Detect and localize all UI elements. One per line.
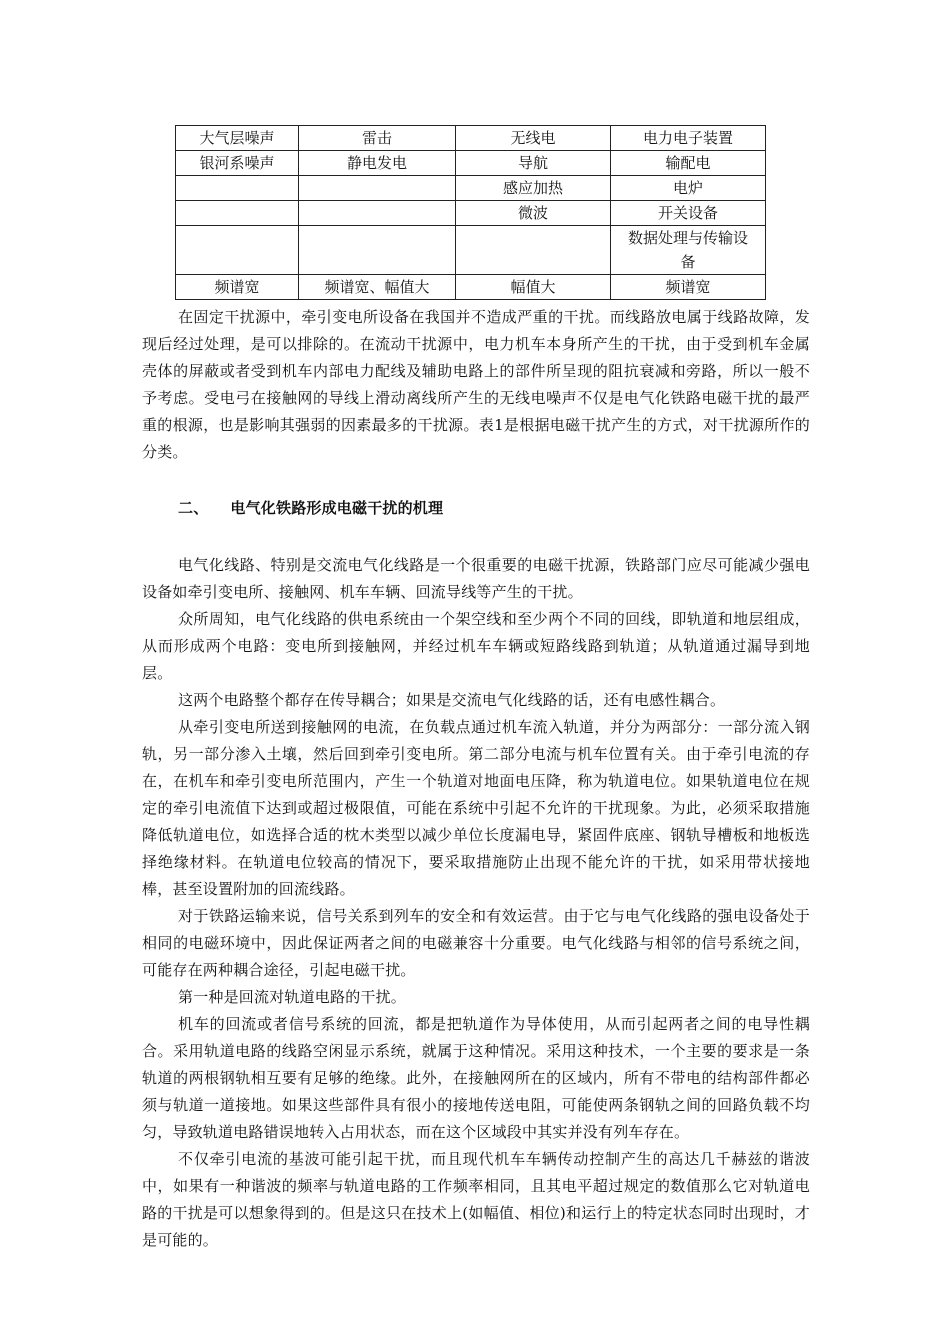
table-cell: 无线电	[456, 126, 611, 151]
table-cell: 银河系噪声	[176, 151, 299, 176]
section-number: 二、	[178, 499, 209, 517]
table-cell: 感应加热	[456, 176, 611, 201]
table-cell	[176, 201, 299, 226]
paragraph: 从牵引变电所送到接触网的电流，在负载点通过机车流入轨道，并分为两部分：一部分流入钢轨，另一部分渗入土壤，然后回到牵引变电所。第二部分电流与机车位置有关。由于牵引电流的存在，在机车和牵引变电所范围内，产生一个轨道对地面电压降，称为轨道电位。如果轨道电位在规定的牵引电流值下达到或超过极限值，可能在系统中引起不允许的干扰现象。为此，必须采取措施降低轨道电位，如选择合适的枕木类型以减少单位长度漏电导，紧固件底座、钢轨导槽板和地板选择绝缘材料。在轨道电位较高的情况下，要采取措施防止出现不能允许的干扰，如采用带状接地棒，甚至设置附加的回流线路。	[142, 718, 810, 898]
paragraph: 机车的回流或者信号系统的回流，都是把轨道作为导体使用，从而引起两者之间的电导性耦合。采用轨道电路的线路空闲显示系统，就属于这种情况。采用这种技术，一个主要的要求是一条轨道的两根钢轨相互要有足够的绝缘。此外，在接触网所在的区域内，所有不带电的结构部件都必须与轨道一道接地。如果这些部件具有很小的接地传送电阻，可能使两条钢轨之间的回路负载不均匀，导致轨道电路错误地转入占用状态，而在这个区域段中其实并没有列车存在。	[142, 1015, 810, 1141]
table-cell: 雷击	[299, 126, 456, 151]
table-cell: 频谱宽、幅值大	[299, 275, 456, 300]
table-cell: 输配电	[611, 151, 766, 176]
table-row	[176, 151, 766, 176]
section-title: 电气化铁路形成电磁干扰的机理	[230, 499, 444, 517]
table-cell: 导航	[456, 151, 611, 176]
paragraph: 电气化线路、特别是交流电气化线路是一个很重要的电磁干扰源，铁路部门应尽可能减少强电设备如牵引变电所、接触网、机车车辆、回流导线等产生的干扰。	[142, 556, 810, 601]
section-heading	[142, 495, 810, 522]
table-row	[176, 275, 766, 300]
paragraph: 第一种是回流对轨道电路的干扰。	[178, 988, 407, 1006]
paragraph: 不仅牵引电流的基波可能引起干扰，而且现代机车车辆传动控制产生的高达几千赫兹的谐波中，如果有一种谐波的频率与轨道电路的工作频率相同，且其电平超过规定的数值那么它对轨道电路的干扰是可以想象得到的。但是这只在技术上(如幅值、相位)和运行上的特定状态同时出现时，才是可能的。	[142, 1150, 810, 1249]
table-row	[176, 226, 766, 275]
table-cell: 静电发电	[299, 151, 456, 176]
table-cell: 大气层噪声	[176, 126, 299, 151]
table-cell	[176, 226, 299, 275]
table-cell	[299, 201, 456, 226]
table-row	[176, 201, 766, 226]
table-cell: 频谱宽	[611, 275, 766, 300]
table-cell	[299, 226, 456, 275]
table-cell	[299, 176, 456, 201]
table-cell: 微波	[456, 201, 611, 226]
table-row	[176, 126, 766, 151]
paragraph: 在固定干扰源中，牵引变电所设备在我国并不造成严重的干扰。而线路放电属于线路故障，发现后经过处理，是可以排除的。在流动干扰源中，电力机车本身所产生的干扰，由于受到机车金属壳体的屏蔽或者受到机车内部电力配线及辅助电路上的部件所呈现的阻抗衰减和旁路，所以一般不予考虑。受电弓在接触网的导线上滑动离线所产生的无线电噪声不仅是电气化铁路电磁干扰的最严重的根源，也是影响其强弱的因素最多的干扰源。表1是根据电磁干扰产生的方式，对干扰源所作的分类。	[142, 308, 810, 461]
table-cell	[176, 176, 299, 201]
paragraph: 这两个电路整个都存在传导耦合；如果是交流电气化线路的话，还有电感性耦合。	[178, 691, 726, 709]
table-cell: 电力电子装置	[611, 126, 766, 151]
paragraph: 对于铁路运输来说，信号关系到列车的安全和有效运营。由于它与电气化线路的强电设备处于相同的电磁环境中，因此保证两者之间的电磁兼容十分重要。电气化线路与相邻的信号系统之间，可能存在两种耦合途径，引起电磁干扰。	[142, 907, 810, 979]
table-cell	[456, 226, 611, 275]
table-cell: 数据处理与传输设备	[611, 226, 766, 275]
paragraph: 众所周知，电气化线路的供电系统由一个架空线和至少两个不同的回线，即轨道和地层组成，从而形成两个电路：变电所到接触网，并经过机车车辆或短路线路到轨道；从轨道通过漏导到地层。	[142, 610, 810, 682]
table-cell: 幅值大	[456, 275, 611, 300]
table-row	[176, 176, 766, 201]
table-cell: 开关设备	[611, 201, 766, 226]
table-cell: 电炉	[611, 176, 766, 201]
interference-source-table	[175, 125, 766, 300]
body-text	[142, 304, 810, 1254]
table-cell: 频谱宽	[176, 275, 299, 300]
